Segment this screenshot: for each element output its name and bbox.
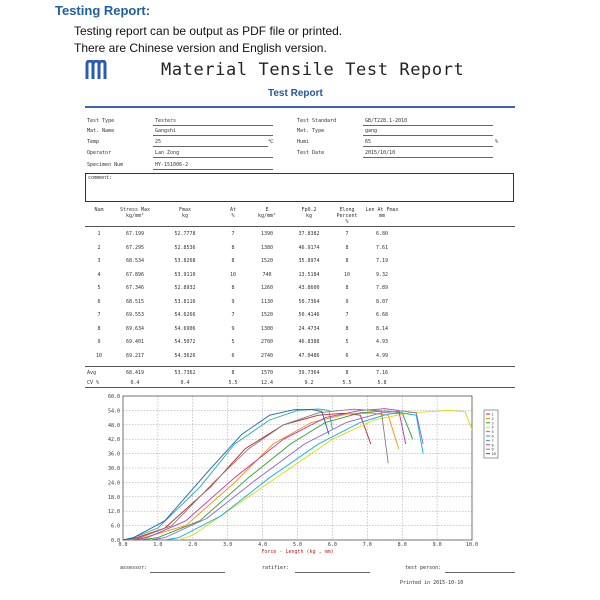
y-tick-label: 48.0 bbox=[107, 422, 120, 429]
cv-cell: 0.4 bbox=[180, 380, 190, 386]
y-tick-label: 18.0 bbox=[107, 494, 120, 501]
table-cell: 740 bbox=[262, 271, 272, 278]
table-cell: 9 bbox=[231, 298, 235, 305]
operator-label: Operator bbox=[87, 150, 112, 156]
table-cell: 1300 bbox=[260, 325, 274, 332]
table-column-header: Fmax kg bbox=[178, 207, 192, 219]
table-column-header: Num bbox=[94, 207, 104, 213]
table-cell: 7 bbox=[231, 231, 235, 237]
y-tick-label: 54.0 bbox=[107, 408, 120, 415]
test-standard-label: Test Standard bbox=[297, 118, 337, 124]
avg-cell: 1570 bbox=[260, 370, 274, 376]
temp-value: 25 bbox=[155, 139, 162, 145]
report-title: Material Tensile Test Report bbox=[161, 60, 465, 80]
series-line-2 bbox=[130, 413, 399, 540]
y-tick-label: 12.0 bbox=[107, 509, 120, 516]
table-column-header: Elong Percent % bbox=[336, 207, 358, 225]
x-tick-label: 6.0 bbox=[327, 542, 337, 548]
x-tick-label: 10.0 bbox=[465, 542, 479, 548]
test-standard-value: GB/T228.1-2010 bbox=[365, 118, 408, 124]
table-cell: 10 bbox=[229, 271, 237, 278]
table-cell: 67.346 bbox=[125, 285, 145, 291]
cv-cell: 5.8 bbox=[377, 380, 387, 386]
table-cell: 68.534 bbox=[125, 258, 145, 264]
table-cell: 54.6906 bbox=[174, 325, 196, 332]
table-cell: 1520 bbox=[260, 312, 274, 318]
table-cell: 50.7364 bbox=[298, 298, 320, 305]
y-tick-label: 36.0 bbox=[107, 451, 120, 458]
table-cell: 9 bbox=[97, 339, 101, 345]
cv-cell: 5.5 bbox=[342, 380, 352, 386]
signature-line bbox=[150, 572, 225, 573]
legend-label: 1 bbox=[491, 412, 494, 417]
table-cell: 69.634 bbox=[125, 325, 145, 332]
cv-cell: 0.4 bbox=[130, 380, 140, 386]
table-cell: 7 bbox=[345, 231, 349, 237]
signature-line bbox=[295, 572, 370, 573]
table-cell: 4.99 bbox=[375, 352, 389, 359]
y-tick-label: 24.0 bbox=[107, 480, 120, 487]
avg-cell: 7.16 bbox=[375, 370, 389, 376]
table-column-header: At % bbox=[229, 207, 237, 219]
table-cell: 7.61 bbox=[375, 244, 389, 251]
series-line-1 bbox=[123, 413, 371, 540]
legend-label: 2 bbox=[491, 416, 494, 421]
legend-label: 10 bbox=[491, 452, 496, 457]
table-cell: 1 bbox=[97, 231, 101, 237]
table-cell: 54.6266 bbox=[174, 312, 196, 318]
table-cell: 1520 bbox=[260, 258, 274, 264]
table-column-header: Stress Max kg/mm² bbox=[119, 207, 151, 219]
legend-label: 6 bbox=[491, 434, 494, 439]
avg-cell: 8 bbox=[231, 370, 235, 376]
intro-line-2: There are Chinese version and English version. bbox=[74, 41, 327, 55]
table-cell: 8.07 bbox=[375, 298, 389, 305]
table-cell: 4 bbox=[97, 271, 101, 278]
legend-label: 4 bbox=[491, 425, 494, 430]
table-cell: 8 bbox=[345, 325, 349, 332]
table-cell: 43.8600 bbox=[298, 285, 320, 291]
x-tick-label: 5.0 bbox=[292, 542, 303, 548]
y-tick-label: 42.0 bbox=[107, 437, 120, 444]
table-cell: 8 bbox=[231, 285, 235, 291]
table-cell: 53.8116 bbox=[174, 298, 196, 305]
table-cell: 6 bbox=[97, 298, 101, 305]
table-cell: 7.19 bbox=[375, 258, 389, 264]
table-cell: 5 bbox=[97, 285, 101, 291]
legend-label: 9 bbox=[491, 447, 494, 452]
table-cell: 9.32 bbox=[375, 271, 389, 278]
humi-label: Humi bbox=[297, 139, 310, 145]
table-cell: 46.8388 bbox=[298, 339, 320, 345]
mat-type-label: Mat. Type bbox=[297, 128, 325, 134]
mat-name-label: Mat. Name bbox=[87, 128, 115, 134]
x-tick-label: 3.0 bbox=[223, 542, 233, 548]
ratifier-label: ratifier: bbox=[262, 565, 290, 571]
table-cell: 52.8536 bbox=[174, 244, 196, 251]
table-cell: 4.93 bbox=[375, 339, 389, 345]
temp-label: Temp bbox=[87, 139, 100, 145]
x-tick-label: 1.0 bbox=[153, 542, 163, 548]
table-cell: 5 bbox=[345, 339, 349, 345]
table-cell: 7 bbox=[231, 312, 235, 318]
intro-heading: Testing Report: bbox=[55, 3, 151, 18]
table-cell: 2700 bbox=[260, 339, 274, 345]
table-cell: 2 bbox=[97, 244, 101, 251]
report-subtitle: Test Report bbox=[268, 88, 323, 99]
x-tick-label: 8.0 bbox=[397, 542, 407, 548]
x-tick-label: 0.0 bbox=[118, 542, 128, 548]
legend-label: 8 bbox=[491, 443, 494, 448]
table-column-header: Len At Fmax mm bbox=[365, 207, 399, 219]
table-cell: 8 bbox=[231, 258, 235, 264]
mat-type-value: gang bbox=[365, 128, 378, 134]
legend-label: 5 bbox=[491, 430, 494, 435]
table-cell: 9 bbox=[231, 325, 235, 332]
table-cell: 54.3626 bbox=[174, 352, 196, 359]
table-cell: 1130 bbox=[260, 298, 274, 305]
specimen-num-label: Specimen Num bbox=[87, 162, 124, 168]
table-cell: 67.896 bbox=[125, 271, 145, 278]
x-tick-label: 7.0 bbox=[362, 542, 372, 548]
table-cell: 8 bbox=[97, 325, 101, 332]
table-cell: 6 bbox=[345, 352, 349, 359]
table-cell: 52.8932 bbox=[174, 285, 196, 291]
table-cell: 6.80 bbox=[375, 231, 389, 237]
table-cell: 24.4734 bbox=[298, 325, 320, 332]
table-cell: 8 bbox=[231, 244, 235, 251]
legend-label: 3 bbox=[491, 421, 494, 426]
table-cell: 7 bbox=[345, 312, 349, 318]
table-cell: 46.9174 bbox=[298, 244, 320, 251]
table-cell: 47.0486 bbox=[298, 352, 320, 359]
table-cell: 69.553 bbox=[125, 312, 145, 318]
table-cell: 1260 bbox=[260, 285, 274, 291]
signature-line bbox=[445, 572, 515, 573]
table-cell: 10 bbox=[343, 271, 351, 278]
series-line-3 bbox=[140, 411, 412, 540]
table-cell: 7.89 bbox=[375, 285, 389, 291]
table-cell: 8 bbox=[345, 285, 349, 291]
test-person-label: test person: bbox=[405, 565, 442, 571]
test-type-value: Testers bbox=[155, 118, 177, 124]
table-cell: 5 bbox=[231, 339, 235, 345]
table-cell: 3 bbox=[97, 258, 101, 264]
comment-label: comment: bbox=[88, 175, 113, 181]
humi-value: 65 bbox=[365, 139, 372, 145]
table-column-header: Fp0.2 kg bbox=[301, 207, 317, 219]
x-tick-label: 4.0 bbox=[258, 542, 268, 548]
printed-date: Printed in 2015-10-10 bbox=[400, 580, 464, 586]
cv-cell: 9.2 bbox=[304, 380, 314, 386]
humi-unit: % bbox=[495, 139, 499, 145]
table-cell: 37.8382 bbox=[298, 231, 320, 237]
table-cell: 68.515 bbox=[125, 298, 145, 305]
test-type-label: Test Type bbox=[87, 118, 115, 124]
x-tick-label: 2.0 bbox=[188, 542, 198, 548]
y-tick-label: 30.0 bbox=[107, 466, 120, 472]
table-cell: 35.8974 bbox=[298, 258, 320, 264]
table-column-header: E kg/mm² bbox=[257, 207, 277, 219]
avg-cell: Avg bbox=[87, 370, 97, 376]
table-cell: 9 bbox=[345, 298, 349, 305]
table-cell: 2740 bbox=[260, 352, 274, 359]
y-tick-label: 60.0 bbox=[107, 394, 120, 400]
table-cell: 69.217 bbox=[125, 352, 145, 359]
temp-unit: ℃ bbox=[268, 139, 274, 145]
test-date-label: Test Date bbox=[297, 150, 325, 156]
x-axis-label: Force - Length (kg , mm) bbox=[261, 549, 334, 555]
avg-cell: 8 bbox=[345, 370, 349, 376]
legend-label: 7 bbox=[491, 438, 494, 443]
table-cell: 67.295 bbox=[125, 244, 145, 251]
table-cell: 53.9110 bbox=[174, 271, 196, 278]
test-date-value: 2015/10/10 bbox=[365, 150, 396, 156]
table-cell: 53.8268 bbox=[174, 258, 196, 264]
cv-cell: 5.5 bbox=[228, 380, 238, 386]
avg-cell: 39.7364 bbox=[298, 370, 320, 376]
series-line-10 bbox=[123, 409, 329, 540]
avg-cell: 53.7362 bbox=[174, 370, 196, 376]
mat-name-value: Gangshi bbox=[155, 128, 177, 134]
cv-cell: 12.4 bbox=[260, 380, 274, 386]
table-cell: 52.7778 bbox=[174, 231, 196, 237]
table-cell: 10 bbox=[95, 352, 103, 359]
y-tick-label: 0.0 bbox=[110, 538, 120, 544]
assessor-label: assessor: bbox=[120, 565, 148, 571]
table-cell: 13.5184 bbox=[298, 271, 320, 278]
table-cell: 7 bbox=[97, 312, 101, 318]
cv-cell: CV % bbox=[87, 380, 100, 386]
avg-cell: 68.419 bbox=[125, 370, 145, 376]
table-cell: 6 bbox=[231, 352, 235, 359]
y-tick-label: 6.0 bbox=[110, 523, 120, 530]
table-cell: 1380 bbox=[260, 244, 274, 251]
table-cell: 67.199 bbox=[125, 231, 145, 237]
table-cell: 54.5072 bbox=[174, 339, 196, 345]
table-cell: 1390 bbox=[260, 231, 274, 237]
table-cell: 8.14 bbox=[375, 325, 389, 332]
table-cell: 8 bbox=[345, 244, 349, 251]
operator-value: Lan Zong bbox=[155, 150, 180, 156]
table-cell: 8 bbox=[345, 258, 349, 264]
x-tick-label: 9.0 bbox=[432, 542, 442, 548]
intro-line-1: Testing report can be output as PDF file or printed. bbox=[74, 24, 343, 38]
specimen-num-value: HY-151006-2 bbox=[155, 162, 189, 168]
series-line-4 bbox=[179, 411, 472, 540]
table-cell: 6.68 bbox=[375, 312, 389, 318]
table-cell: 69.401 bbox=[125, 339, 145, 345]
table-cell: 50.4146 bbox=[298, 312, 320, 318]
